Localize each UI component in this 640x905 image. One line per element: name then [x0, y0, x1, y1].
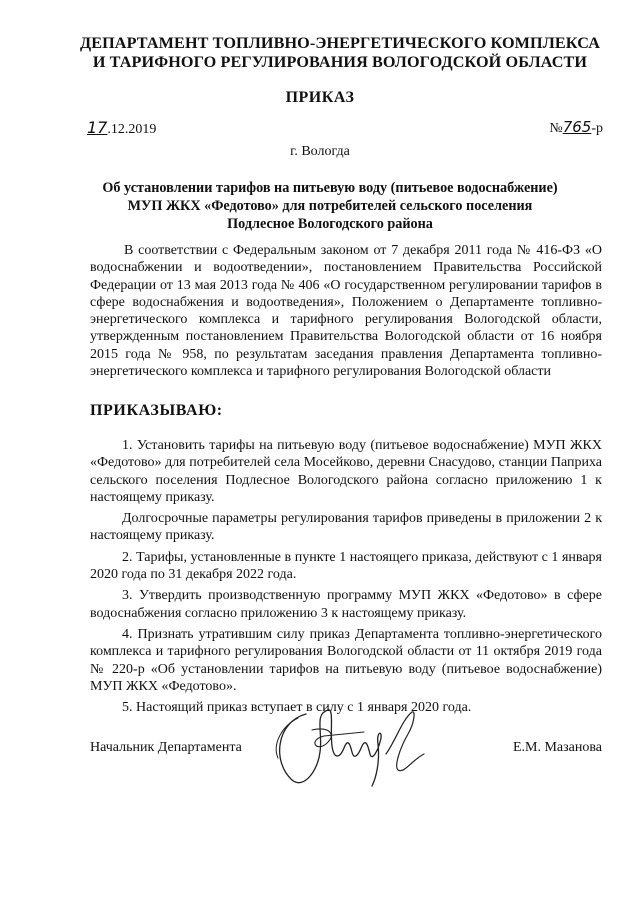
order-number	[549, 118, 603, 137]
handwritten-date-day: 17	[87, 118, 108, 137]
date-month-year: .12.2019	[107, 122, 157, 137]
department-header	[60, 34, 620, 72]
title-line-2: МУП ЖКХ «Федотово» для потребителей сельского поселения	[127, 198, 533, 214]
order-items	[90, 437, 602, 720]
document-title	[80, 179, 580, 233]
signatory-name: Е.М. Мазанова	[512, 740, 602, 755]
preamble	[90, 242, 602, 380]
title-line-1: Об установлении тарифов на питьевую воду (питьевое водоснабжение)	[102, 180, 558, 196]
order-date	[87, 118, 156, 138]
order-item-4: 4. Признать утратившим силу приказ Департамента топливно-энергетического комплекса и тарифного регулирования Вологодской области от 11 октября 2019 года № 220-р «Об установлении тарифов на питьевую воду (питьевое водоснабжение) МУП ЖКХ «Федотово».	[90, 626, 602, 694]
handwritten-number: 765	[562, 118, 592, 136]
number-suffix: -р	[591, 121, 603, 136]
order-item-2: 2. Тарифы, установленные в пункте 1 настоящего приказа, действуют с 1 января 2020 года по 31 декабря 2022 года.	[90, 549, 602, 583]
department-name-line-1: ДЕПАРТАМЕНТ ТОПЛИВНО-ЭНЕРГЕТИЧЕСКОГО КОМПЛЕКСА	[79, 34, 600, 52]
number-sign: №	[549, 121, 563, 136]
order-item-5: 5. Настоящий приказ вступает в силу с 1 января 2020 года.	[122, 700, 472, 716]
city: г. Вологда	[290, 144, 350, 159]
order-item-1-params: Долгосрочные параметры регулирования тарифов приведены в приложении 2 к настоящему приказу.	[90, 511, 602, 544]
document-type: ПРИКАЗ	[285, 89, 355, 106]
order-item-1: 1. Установить тарифы на питьевую воду (питьевое водоснабжение) МУП ЖКХ «Федотово» для потребителей села Мосейково, деревни Снасудово, станции Паприха сельского поселения Подлесное Вологодского района согласно приложению 1 к настоящему приказу.	[90, 438, 602, 505]
signatory-position: Начальник Департамента	[90, 740, 242, 755]
handwritten-signature	[268, 700, 438, 790]
preamble-text: В соответствии с Федеральным законом от 7 декабря 2011 года № 416-ФЗ «О водоснабжении и водоотведении», постановлением Правительства Российской Федерации от 13 мая 2013 года № 406 «О государственном регулировании тарифов в сфере водоснабжения и водоотведения», Положением о Департаменте топливно-энергетического комплекса и тарифного регулирования Вологодской области, утвержденным постановлением Правительства Вологодской области от 16 ноября 2015 года № 958, по результатам заседания правления Департамента топливно-энергетического комплекса и тарифного регулирования Вологодской области	[90, 243, 602, 380]
order-item-3: 3. Утвердить производственную программу МУП ЖКХ «Федотово» в сфере водоснабжения согласно приложению 3 к настоящему приказу.	[90, 588, 602, 621]
decree-word: ПРИКАЗЫВАЮ:	[90, 402, 223, 419]
title-line-3: Подлесное Вологодского района	[227, 216, 433, 232]
department-name-line-2: И ТАРИФНОГО РЕГУЛИРОВАНИЯ ВОЛОГОДСКОЙ ОБЛАСТИ	[92, 53, 588, 71]
